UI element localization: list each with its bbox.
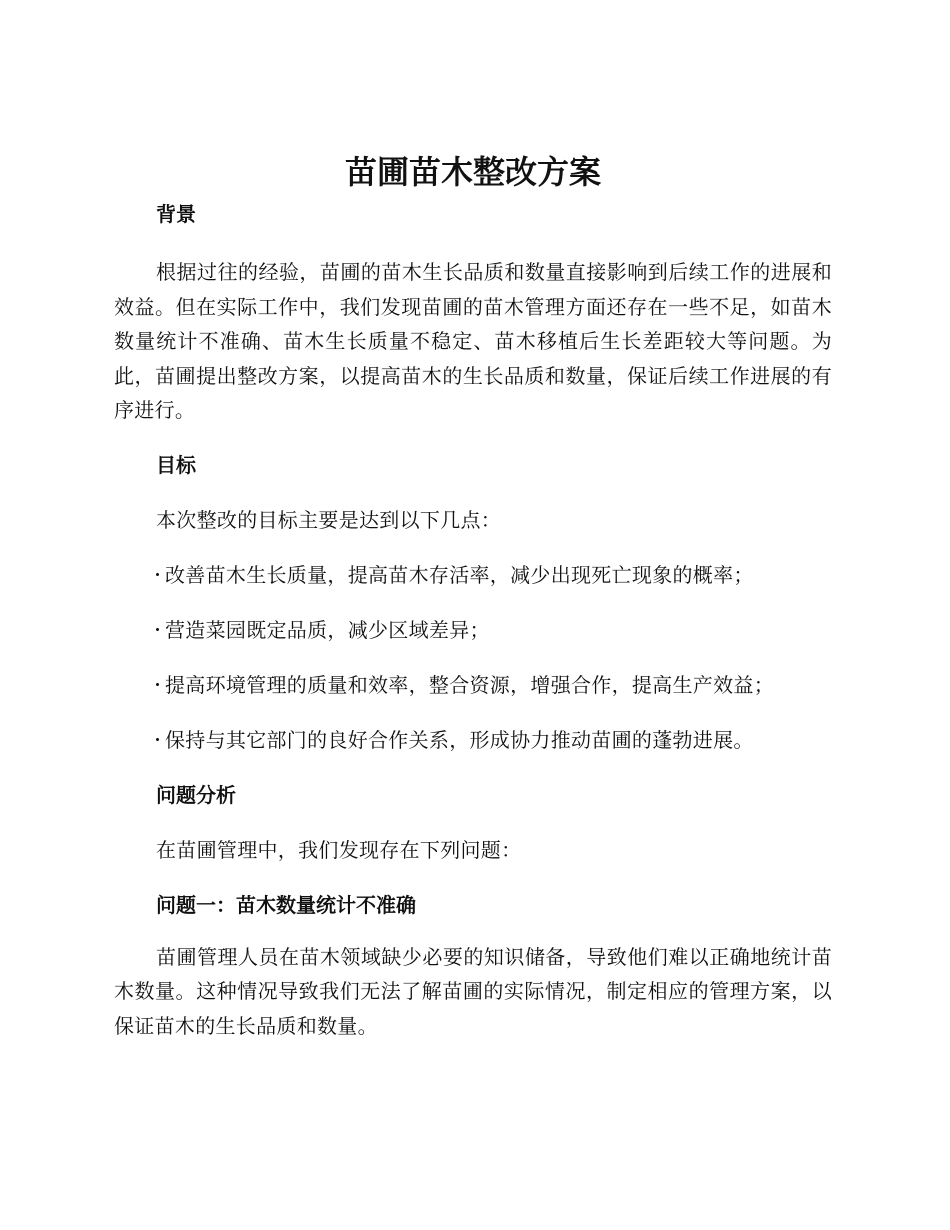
goal-intro: 本次整改的目标主要是达到以下几点： [156,507,502,532]
goal-bullet [114,671,832,699]
bullet-dot-icon [156,628,159,631]
goal-bullet-text: 提高环境管理的质量和效率，整合资源，增强合作，提高生产效益； [165,672,774,697]
document-content [114,150,832,1043]
goal-bullet-text: 保持与其它部门的良好合作关系，形成协力推动苗圃的蓬勃进展。 [165,727,754,752]
analysis-intro: 在苗圃管理中，我们发现存在下列问题： [156,837,522,862]
section-heading-background: 背景 [156,202,196,226]
problem-one-heading: 问题一：苗木数量统计不准确 [156,892,416,917]
bullet-dot-icon [156,738,159,741]
bullet-dot-icon [156,683,159,686]
section-heading-goal: 目标 [156,452,196,477]
goal-bullet-text: 改善苗木生长质量，提高苗木存活率，减少出现死亡现象的概率； [165,562,754,587]
goal-bullet [114,726,832,754]
background-paragraph: 根据过往的经验，苗圃的苗木生长品质和数量直接影响到后续工作的进展和效益。但在实际工作中，我们发现苗圃的苗木管理方面还存在一些不足，如苗木数量统计不准确、苗木生长质量不稳定、苗木移植后生长差距较大等问题。为此，苗圃提出整改方案，以提高苗木的生长品质和数量，保证后续工作进展的有序进行。 [114,260,832,422]
problem-one-paragraph: 苗圃管理人员在苗木领域缺少必要的知识储备，导致他们难以正确地统计苗木数量。这种情况导致我们无法了解苗圃的实际情况，制定相应的管理方案，以保证苗木的生长品质和数量。 [114,944,832,1038]
goal-bullet-text: 营造菜园既定品质，减少区域差异； [165,617,490,642]
goal-bullet [114,616,832,644]
bullet-dot-icon [156,573,159,576]
document-title: 苗圃苗木整改方案 [344,153,601,191]
goal-bullet [114,561,832,589]
section-heading-analysis: 问题分析 [156,782,236,807]
